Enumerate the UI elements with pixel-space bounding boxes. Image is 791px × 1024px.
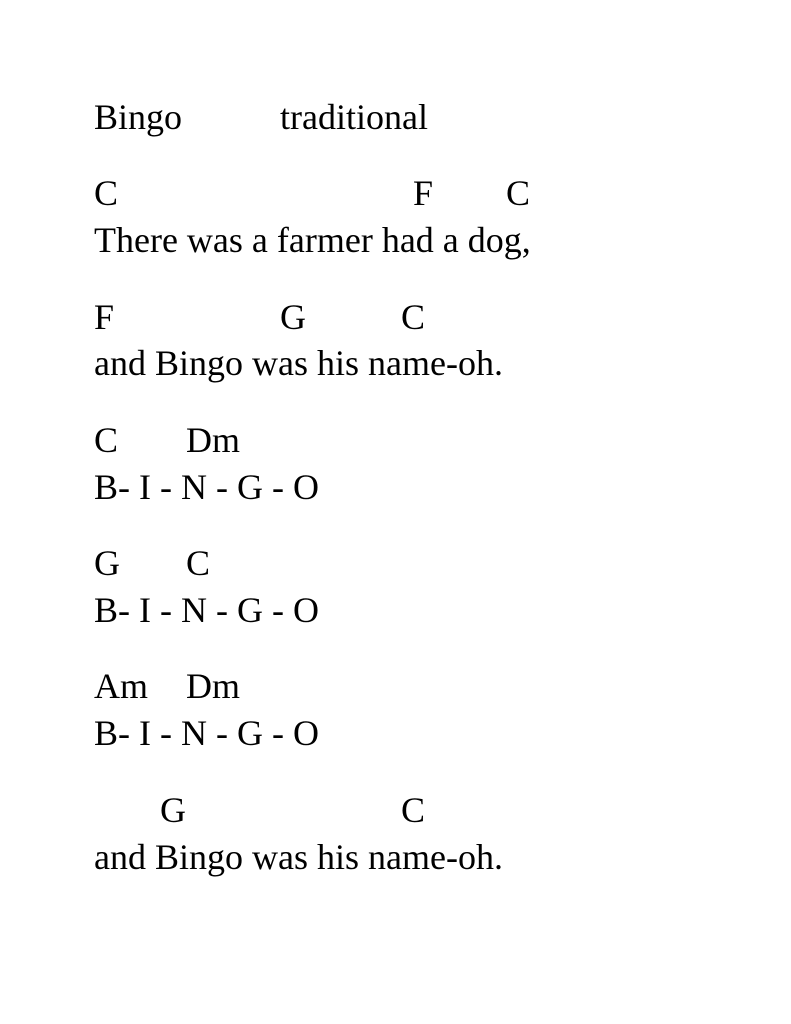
song-credit: traditional <box>280 97 428 137</box>
lyric-line: There was a farmer had a dog, <box>94 220 531 260</box>
chord: G <box>160 790 186 830</box>
chord: C <box>94 420 119 460</box>
lyric-line: B- I - N - G - O <box>94 713 319 753</box>
song-title: Bingo <box>94 97 183 137</box>
lyric-line: and Bingo was his name-oh. <box>94 343 503 383</box>
chord: F <box>94 297 115 337</box>
lyric-line: and Bingo was his name-oh. <box>94 837 503 877</box>
lyric-line: B- I - N - G - O <box>94 590 319 630</box>
chord: Am <box>94 666 148 706</box>
chord: G <box>94 543 120 583</box>
chord: C <box>506 173 531 213</box>
chord: G <box>280 297 306 337</box>
lyric-line: B- I - N - G - O <box>94 467 319 507</box>
chord: C <box>186 543 211 583</box>
chord: C <box>94 173 119 213</box>
chord: F <box>413 173 434 213</box>
chord: Dm <box>186 666 240 706</box>
chord: Dm <box>186 420 240 460</box>
chord: C <box>401 297 426 337</box>
chord: C <box>401 790 426 830</box>
